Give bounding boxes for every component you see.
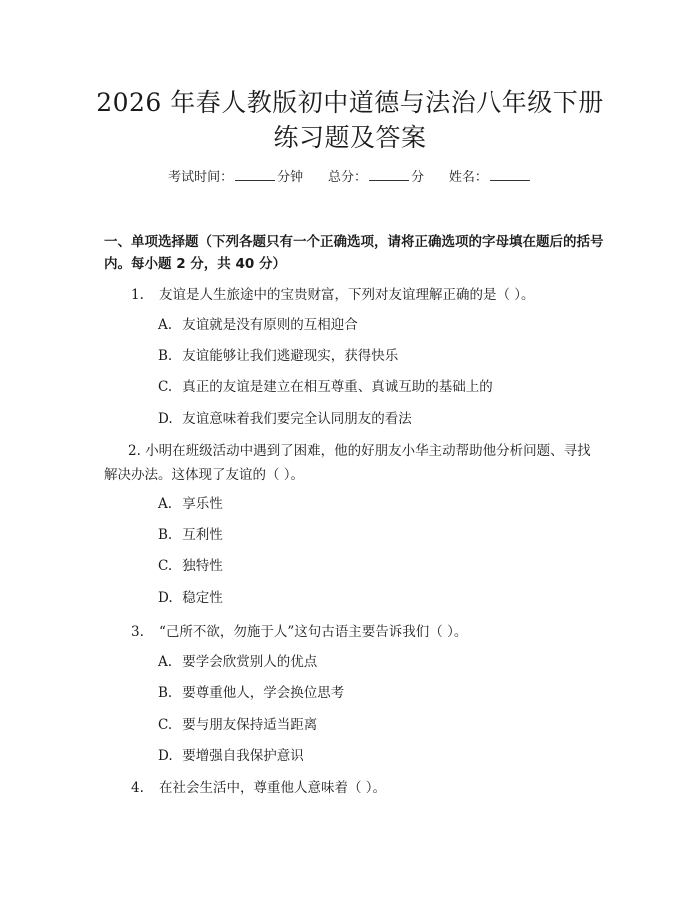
option-text: 友谊就是没有原则的互相迎合 xyxy=(182,317,358,333)
option-letter: B. xyxy=(158,685,173,701)
option-text: 友谊意味着我们要完全认同朋友的看法 xyxy=(182,411,412,427)
question-number: 1. xyxy=(131,287,144,303)
option-text: 稳定性 xyxy=(182,590,223,606)
option-text: 独特性 xyxy=(182,558,223,574)
option-letter: B. xyxy=(158,348,173,364)
option-letter: A. xyxy=(158,496,173,512)
student-name-label: 姓名： xyxy=(448,170,488,185)
question-text: 在社会生活中，尊重他人意味着（ ）。 xyxy=(159,780,387,796)
question-2-option-b xyxy=(158,525,223,545)
total-score-label: 总分： xyxy=(327,170,367,185)
exam-meta-line xyxy=(0,168,700,187)
student-name-blank xyxy=(490,168,530,181)
question-text: “己所不欲，勿施于人”这句古语主要告诉我们（ ）。 xyxy=(159,624,468,640)
document-title-line2: 练习题及答案 xyxy=(273,123,427,152)
question-2-stem xyxy=(104,439,604,487)
option-letter: A. xyxy=(158,654,173,670)
question-3-option-a xyxy=(158,652,317,672)
question-3-stem xyxy=(131,621,467,643)
option-letter: B. xyxy=(158,527,173,543)
question-3-option-b xyxy=(158,683,344,703)
option-text: 互利性 xyxy=(182,527,223,543)
exam-time-label: 考试时间： xyxy=(168,170,234,185)
question-text: 友谊是人生旅途中的宝贵财富，下列对友谊理解正确的是（ ）。 xyxy=(159,287,535,303)
question-1-option-a xyxy=(158,315,358,335)
question-1-option-c xyxy=(158,377,493,397)
option-letter: C. xyxy=(158,717,173,733)
question-number: 2. xyxy=(128,443,141,459)
option-text: 友谊能够让我们逃避现实，获得快乐 xyxy=(182,348,399,364)
question-1-option-d xyxy=(158,409,412,429)
option-text: 要尊重他人，学会换位思考 xyxy=(182,685,345,701)
question-number: 3. xyxy=(131,624,144,640)
option-letter: D. xyxy=(158,411,173,427)
exam-time-blank xyxy=(235,168,275,181)
total-score-unit: 分 xyxy=(411,170,425,185)
exam-time-unit: 分钟 xyxy=(277,170,304,185)
option-letter: A. xyxy=(158,317,173,333)
question-3-option-d xyxy=(158,746,304,766)
option-letter: C. xyxy=(158,558,173,574)
option-text: 真正的友谊是建立在相互尊重、真诚互助的基础上的 xyxy=(182,379,493,395)
question-number: 4. xyxy=(131,780,144,796)
option-text: 要增强自我保护意识 xyxy=(182,748,304,764)
question-2-option-c xyxy=(158,556,223,576)
question-4-stem xyxy=(131,777,386,799)
question-2-option-a xyxy=(158,494,223,514)
option-letter: C. xyxy=(158,379,173,395)
option-text: 要与朋友保持适当距离 xyxy=(182,717,318,733)
option-letter: D. xyxy=(158,590,173,606)
total-score-blank xyxy=(369,168,409,181)
document-title-line1: 2026 年春人教版初中道德与法治八年级下册 xyxy=(96,88,604,117)
question-1-option-b xyxy=(158,346,398,366)
section-heading-single-choice: 一、单项选择题（下列各题只有一个正确选项，请将正确选项的字母填在题后的括号内。每小题 2 分，共 40 分） xyxy=(104,234,604,272)
question-text: 小明在班级活动中遇到了困难，他的好朋友小华主动帮助他分析问题、寻找解决办法。这体现了友谊的（ ）。 xyxy=(104,443,591,483)
question-3-option-c xyxy=(158,715,317,735)
option-text: 要学会欣赏别人的优点 xyxy=(182,654,318,670)
question-2-option-d xyxy=(158,588,223,608)
option-letter: D. xyxy=(158,748,173,764)
option-text: 享乐性 xyxy=(182,496,223,512)
question-1-stem xyxy=(131,284,535,306)
